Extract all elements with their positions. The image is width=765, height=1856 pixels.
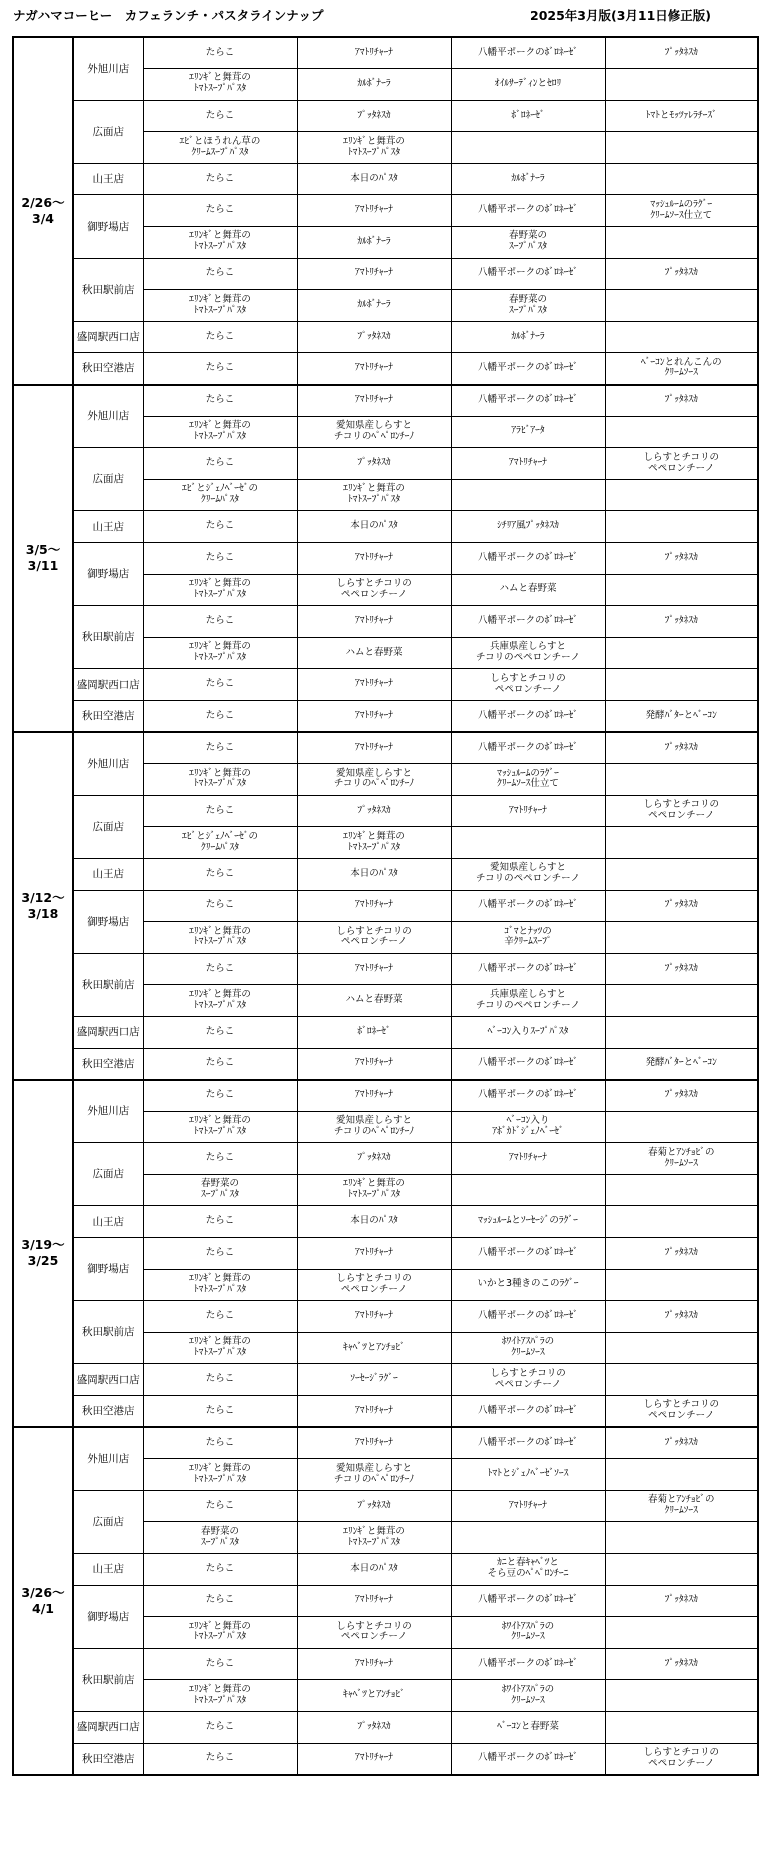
store-name: 御野場店: [73, 890, 143, 953]
table-row: [13, 100, 758, 132]
dish-cell: ハムと春野菜: [451, 574, 605, 606]
dish-cell: ﾌﾟｯﾀﾈｽｶ: [605, 1080, 758, 1112]
dish-cell: [605, 69, 758, 101]
dish-cell: 八幡平ポークのﾎﾞﾛﾈｰｾﾞ: [451, 258, 605, 290]
dish-cell: たらこ: [143, 858, 297, 890]
table-row: [13, 1648, 758, 1680]
dish-cell: 愛知県産しらすと チコリのﾍﾟﾍﾟﾛﾝﾁｰﾉ: [297, 1111, 451, 1143]
store-name: 広面店: [73, 100, 143, 163]
table-row: [13, 1301, 758, 1333]
store-name: 外旭川店: [73, 1427, 143, 1490]
dish-cell: [605, 764, 758, 796]
dish-cell: たらこ: [143, 1080, 297, 1112]
dish-cell: ｶﾙﾎﾞﾅｰﾗ: [297, 227, 451, 259]
dish-cell: 春野菜の ｽｰﾌﾟﾊﾟｽﾀ: [451, 227, 605, 259]
dish-cell: ｴﾘﾝｷﾞと舞茸の ﾄﾏﾄｽｰﾌﾟﾊﾟｽﾀ: [143, 1617, 297, 1649]
dish-cell: ﾎﾜｲﾄｱｽﾊﾟﾗの ｸﾘｰﾑｿｰｽ: [451, 1617, 605, 1649]
dish-cell: しらすとチコリの ペペロンチーノ: [605, 1396, 758, 1428]
dish-cell: ｴﾘﾝｷﾞと舞茸の ﾄﾏﾄｽｰﾌﾟﾊﾟｽﾀ: [143, 637, 297, 669]
dish-cell: ﾌﾟｯﾀﾈｽｶ: [605, 890, 758, 922]
dish-cell: [605, 827, 758, 859]
store-name: 秋田駅前店: [73, 953, 143, 1016]
dish-cell: たらこ: [143, 1427, 297, 1459]
dish-cell: ｱﾏﾄﾘﾁｬｰﾅ: [297, 353, 451, 385]
table-row: [13, 1143, 758, 1175]
dish-cell: 八幡平ポークのﾎﾞﾛﾈｰｾﾞ: [451, 1238, 605, 1270]
dish-cell: ﾍﾞｰｺﾝと春野菜: [451, 1711, 605, 1743]
dish-cell: [605, 511, 758, 543]
dish-cell: 春菊とｱﾝﾁｮﾋﾞの ｸﾘｰﾑｿｰｽ: [605, 1143, 758, 1175]
dish-cell: [605, 858, 758, 890]
dish-cell: たらこ: [143, 1648, 297, 1680]
dish-cell: 本日のﾊﾟｽﾀ: [297, 1206, 451, 1238]
store-name: 広面店: [73, 1490, 143, 1553]
store-name: 秋田空港店: [73, 1396, 143, 1428]
table-row: [13, 1427, 758, 1459]
dish-cell: たらこ: [143, 1554, 297, 1586]
dish-cell: ｴﾋﾞとｼﾞｪﾉﾍﾞｰｾﾞの ｸﾘｰﾑﾊﾟｽﾀ: [143, 827, 297, 859]
dish-cell: ｱﾏﾄﾘﾁｬｰﾅ: [451, 795, 605, 827]
dish-cell: ﾌﾟｯﾀﾈｽｶ: [605, 1585, 758, 1617]
dish-cell: たらこ: [143, 1048, 297, 1080]
dish-cell: ｴﾘﾝｷﾞと舞茸の ﾄﾏﾄｽｰﾌﾟﾊﾟｽﾀ: [143, 1111, 297, 1143]
dish-cell: [605, 1522, 758, 1554]
store-name: 山王店: [73, 511, 143, 543]
dish-cell: [605, 163, 758, 195]
dish-cell: ｴﾘﾝｷﾞと舞茸の ﾄﾏﾄｽｰﾌﾟﾊﾟｽﾀ: [297, 132, 451, 164]
dish-cell: [605, 227, 758, 259]
dish-cell: 八幡平ポークのﾎﾞﾛﾈｰｾﾞ: [451, 543, 605, 575]
dish-cell: [605, 1711, 758, 1743]
dish-cell: たらこ: [143, 669, 297, 701]
dish-cell: [605, 290, 758, 322]
dish-cell: ﾌﾟｯﾀﾈｽｶ: [297, 448, 451, 480]
store-name: 外旭川店: [73, 385, 143, 448]
dish-cell: ｱﾏﾄﾘﾁｬｰﾅ: [297, 1648, 451, 1680]
dish-cell: 本日のﾊﾟｽﾀ: [297, 511, 451, 543]
dish-cell: ｱﾏﾄﾘﾁｬｰﾅ: [297, 732, 451, 764]
table-row: [13, 669, 758, 701]
dish-cell: たらこ: [143, 1585, 297, 1617]
dish-cell: ﾎﾞﾛﾈｰｾﾞ: [451, 100, 605, 132]
store-name: 秋田駅前店: [73, 258, 143, 321]
dish-cell: ｱﾏﾄﾘﾁｬｰﾅ: [297, 1048, 451, 1080]
dish-cell: たらこ: [143, 543, 297, 575]
dish-cell: [451, 132, 605, 164]
dish-cell: 発酵ﾊﾞﾀｰとﾍﾞｰｺﾝ: [605, 1048, 758, 1080]
store-name: 盛岡駅西口店: [73, 669, 143, 701]
store-name: 秋田駅前店: [73, 1648, 143, 1711]
store-name: 外旭川店: [73, 732, 143, 795]
store-name: 山王店: [73, 163, 143, 195]
dish-cell: たらこ: [143, 1143, 297, 1175]
table-row: [13, 321, 758, 353]
dish-cell: ﾍﾞｰｺﾝとれんこんの ｸﾘｰﾑｿｰｽ: [605, 353, 758, 385]
dish-cell: ｷｬﾍﾞﾂとｱﾝﾁｮﾋﾞ: [297, 1680, 451, 1712]
dish-cell: ﾏｯｼｭﾙｰﾑのﾗｸﾞｰ ｸﾘｰﾑｿｰｽ仕立て: [451, 764, 605, 796]
dish-cell: 発酵ﾊﾞﾀｰとﾍﾞｰｺﾝ: [605, 700, 758, 732]
dish-cell: ﾌﾟｯﾀﾈｽｶ: [605, 258, 758, 290]
week-period: 3/19～ 3/25: [13, 1080, 73, 1428]
dish-cell: しらすとチコリの ペペロンチーノ: [605, 448, 758, 480]
dish-cell: [605, 922, 758, 954]
store-name: 山王店: [73, 1554, 143, 1586]
dish-cell: ﾏｯｼｭﾙｰﾑとｿｰｾｰｼﾞのﾗｸﾞｰ: [451, 1206, 605, 1238]
dish-cell: [605, 985, 758, 1017]
dish-cell: ｱﾏﾄﾘﾁｬｰﾅ: [297, 1743, 451, 1775]
dish-cell: ﾌﾟｯﾀﾈｽｶ: [605, 1301, 758, 1333]
dish-cell: [605, 1554, 758, 1586]
dish-cell: たらこ: [143, 1301, 297, 1333]
pasta-lineup-table: [12, 36, 759, 1776]
dish-cell: ハムと春野菜: [297, 985, 451, 1017]
dish-cell: ﾌﾟｯﾀﾈｽｶ: [605, 953, 758, 985]
table-row: [13, 1711, 758, 1743]
table-row: [13, 543, 758, 575]
table-row: [13, 1743, 758, 1775]
dish-cell: ﾌﾟｯﾀﾈｽｶ: [605, 1427, 758, 1459]
store-name: 広面店: [73, 795, 143, 858]
dish-cell: たらこ: [143, 700, 297, 732]
table-row: [13, 890, 758, 922]
store-name: 外旭川店: [73, 37, 143, 100]
store-name: 秋田空港店: [73, 700, 143, 732]
dish-cell: たらこ: [143, 511, 297, 543]
table-row: [13, 858, 758, 890]
dish-cell: 春菊とｱﾝﾁｮﾋﾞの ｸﾘｰﾑｿｰｽ: [605, 1490, 758, 1522]
dish-cell: ｱﾏﾄﾘﾁｬｰﾅ: [297, 543, 451, 575]
table-row: [13, 385, 758, 417]
dish-cell: ｱﾏﾄﾘﾁｬｰﾅ: [297, 195, 451, 227]
dish-cell: しらすとチコリの ペペロンチーノ: [605, 1743, 758, 1775]
dish-cell: 八幡平ポークのﾎﾞﾛﾈｰｾﾞ: [451, 37, 605, 69]
table-row: [13, 448, 758, 480]
dish-cell: ｱﾏﾄﾘﾁｬｰﾅ: [297, 1585, 451, 1617]
dish-cell: 本日のﾊﾟｽﾀ: [297, 163, 451, 195]
dish-cell: ﾎﾞﾛﾈｰｾﾞ: [297, 1016, 451, 1048]
table-row: [13, 1206, 758, 1238]
dish-cell: いかと3種きのこのﾗｸﾞｰ: [451, 1269, 605, 1301]
dish-cell: たらこ: [143, 448, 297, 480]
dish-cell: ｶﾙﾎﾞﾅｰﾗ: [451, 321, 605, 353]
dish-cell: ﾌﾟｯﾀﾈｽｶ: [605, 543, 758, 575]
dish-cell: ﾌﾟｯﾀﾈｽｶ: [297, 1143, 451, 1175]
store-name: 広面店: [73, 448, 143, 511]
dish-cell: 八幡平ポークのﾎﾞﾛﾈｰｾﾞ: [451, 353, 605, 385]
dish-cell: [451, 479, 605, 511]
dish-cell: たらこ: [143, 890, 297, 922]
dish-cell: 八幡平ポークのﾎﾞﾛﾈｰｾﾞ: [451, 1396, 605, 1428]
dish-cell: [605, 1016, 758, 1048]
dish-cell: ｴﾘﾝｷﾞと舞茸の ﾄﾏﾄｽｰﾌﾟﾊﾟｽﾀ: [297, 827, 451, 859]
store-name: 盛岡駅西口店: [73, 1711, 143, 1743]
dish-cell: 八幡平ポークのﾎﾞﾛﾈｰｾﾞ: [451, 732, 605, 764]
dish-cell: しらすとチコリの ペペロンチーノ: [297, 574, 451, 606]
store-name: 盛岡駅西口店: [73, 321, 143, 353]
dish-cell: [605, 1364, 758, 1396]
dish-cell: たらこ: [143, 1743, 297, 1775]
dish-cell: ﾎﾜｲﾄｱｽﾊﾟﾗの ｸﾘｰﾑｿｰｽ: [451, 1332, 605, 1364]
table-row: [13, 511, 758, 543]
table-row: [13, 1080, 758, 1112]
dish-cell: ｼﾁﾘｱ風ﾌﾟｯﾀﾈｽｶ: [451, 511, 605, 543]
table-row: [13, 1585, 758, 1617]
dish-cell: ｱﾏﾄﾘﾁｬｰﾅ: [297, 1080, 451, 1112]
dish-cell: しらすとチコリの ペペロンチーノ: [297, 1269, 451, 1301]
dish-cell: ｵｲﾙｻｰﾃﾞｨﾝとｾﾛﾘ: [451, 69, 605, 101]
dish-cell: ｱﾗﾋﾞｱｰﾀ: [451, 416, 605, 448]
dish-cell: ﾌﾟｯﾀﾈｽｶ: [605, 37, 758, 69]
dish-cell: [605, 479, 758, 511]
dish-cell: たらこ: [143, 1490, 297, 1522]
dish-cell: たらこ: [143, 732, 297, 764]
dish-cell: たらこ: [143, 163, 297, 195]
dish-cell: ｴﾘﾝｷﾞと舞茸の ﾄﾏﾄｽｰﾌﾟﾊﾟｽﾀ: [143, 1459, 297, 1491]
dish-cell: たらこ: [143, 1364, 297, 1396]
dish-cell: ｱﾏﾄﾘﾁｬｰﾅ: [297, 669, 451, 701]
dish-cell: ｱﾏﾄﾘﾁｬｰﾅ: [297, 890, 451, 922]
week-period: 3/12～ 3/18: [13, 732, 73, 1080]
store-name: 御野場店: [73, 543, 143, 606]
dish-cell: ｴﾘﾝｷﾞと舞茸の ﾄﾏﾄｽｰﾌﾟﾊﾟｽﾀ: [297, 1174, 451, 1206]
table-row: [13, 1490, 758, 1522]
dish-cell: ｱﾏﾄﾘﾁｬｰﾅ: [297, 1427, 451, 1459]
dish-cell: 八幡平ポークのﾎﾞﾛﾈｰｾﾞ: [451, 195, 605, 227]
dish-cell: ｱﾏﾄﾘﾁｬｰﾅ: [297, 606, 451, 638]
dish-cell: ｴﾋﾞとｼﾞｪﾉﾍﾞｰｾﾞの ｸﾘｰﾑﾊﾟｽﾀ: [143, 479, 297, 511]
dish-cell: ﾎﾜｲﾄｱｽﾊﾟﾗの ｸﾘｰﾑｿｰｽ: [451, 1680, 605, 1712]
dish-cell: ｴﾘﾝｷﾞと舞茸の ﾄﾏﾄｽｰﾌﾟﾊﾟｽﾀ: [143, 764, 297, 796]
dish-cell: しらすとチコリの ペペロンチーノ: [451, 1364, 605, 1396]
dish-cell: ﾏｯｼｭﾙｰﾑのﾗｸﾞｰ ｸﾘｰﾑｿｰｽ仕立て: [605, 195, 758, 227]
dish-cell: ｶﾙﾎﾞﾅｰﾗ: [451, 163, 605, 195]
dish-cell: ﾍﾞｰｺﾝ入りｽｰﾌﾟﾊﾟｽﾀ: [451, 1016, 605, 1048]
dish-cell: ｴﾘﾝｷﾞと舞茸の ﾄﾏﾄｽｰﾌﾟﾊﾟｽﾀ: [297, 479, 451, 511]
dish-cell: [451, 1174, 605, 1206]
dish-cell: ﾌﾟｯﾀﾈｽｶ: [297, 1711, 451, 1743]
store-name: 御野場店: [73, 1585, 143, 1648]
store-name: 山王店: [73, 858, 143, 890]
dish-cell: 八幡平ポークのﾎﾞﾛﾈｰｾﾞ: [451, 1301, 605, 1333]
week-period: 3/5～ 3/11: [13, 385, 73, 733]
dish-cell: [451, 1522, 605, 1554]
dish-cell: 八幡平ポークのﾎﾞﾛﾈｰｾﾞ: [451, 1585, 605, 1617]
dish-cell: ｴﾘﾝｷﾞと舞茸の ﾄﾏﾄｽｰﾌﾟﾊﾟｽﾀ: [143, 1332, 297, 1364]
dish-cell: しらすとチコリの ペペロンチーノ: [605, 795, 758, 827]
store-name: 秋田空港店: [73, 353, 143, 385]
dish-cell: 本日のﾊﾟｽﾀ: [297, 1554, 451, 1586]
store-name: 秋田駅前店: [73, 1301, 143, 1364]
dish-cell: 春野菜の ｽｰﾌﾟﾊﾟｽﾀ: [143, 1174, 297, 1206]
dish-cell: 八幡平ポークのﾎﾞﾛﾈｰｾﾞ: [451, 1427, 605, 1459]
dish-cell: たらこ: [143, 385, 297, 417]
dish-cell: たらこ: [143, 1396, 297, 1428]
dish-cell: たらこ: [143, 195, 297, 227]
dish-cell: ハムと春野菜: [297, 637, 451, 669]
dish-cell: ｴﾘﾝｷﾞと舞茸の ﾄﾏﾄｽｰﾌﾟﾊﾟｽﾀ: [143, 1269, 297, 1301]
dish-cell: ｱﾏﾄﾘﾁｬｰﾅ: [297, 37, 451, 69]
dish-cell: たらこ: [143, 1238, 297, 1270]
dish-cell: ﾌﾟｯﾀﾈｽｶ: [297, 321, 451, 353]
table-row: [13, 953, 758, 985]
dish-cell: [605, 132, 758, 164]
dish-cell: 愛知県産しらすと チコリのペペロンチーノ: [451, 858, 605, 890]
dish-cell: ﾌﾟｯﾀﾈｽｶ: [297, 795, 451, 827]
store-name: 御野場店: [73, 1238, 143, 1301]
store-name: 秋田空港店: [73, 1048, 143, 1080]
table-row: [13, 1364, 758, 1396]
dish-cell: 兵庫県産しらすと チコリのペペロンチーノ: [451, 637, 605, 669]
dish-cell: ﾌﾟｯﾀﾈｽｶ: [605, 1238, 758, 1270]
dish-cell: ｶﾙﾎﾞﾅｰﾗ: [297, 69, 451, 101]
store-name: 秋田駅前店: [73, 606, 143, 669]
dish-cell: [605, 1174, 758, 1206]
dish-cell: しらすとチコリの ペペロンチーノ: [297, 922, 451, 954]
dish-cell: ｺﾞﾏとﾅｯﾂの 辛ｸﾘｰﾑｽｰﾌﾟ: [451, 922, 605, 954]
table-row: [13, 163, 758, 195]
dish-cell: しらすとチコリの ペペロンチーノ: [451, 669, 605, 701]
dish-cell: ｴﾘﾝｷﾞと舞茸の ﾄﾏﾄｽｰﾌﾟﾊﾟｽﾀ: [143, 227, 297, 259]
store-name: 山王店: [73, 1206, 143, 1238]
dish-cell: ｱﾏﾄﾘﾁｬｰﾅ: [297, 1301, 451, 1333]
dish-cell: ｴﾘﾝｷﾞと舞茸の ﾄﾏﾄｽｰﾌﾟﾊﾟｽﾀ: [143, 290, 297, 322]
dish-cell: [605, 416, 758, 448]
dish-cell: ｴﾘﾝｷﾞと舞茸の ﾄﾏﾄｽｰﾌﾟﾊﾟｽﾀ: [143, 922, 297, 954]
table-row: [13, 1396, 758, 1428]
store-name: 盛岡駅西口店: [73, 1016, 143, 1048]
dish-cell: ｱﾏﾄﾘﾁｬｰﾅ: [297, 700, 451, 732]
document-title: ナガハマコーヒー カフェランチ・パスタラインナップ: [13, 8, 324, 23]
dish-cell: たらこ: [143, 1206, 297, 1238]
table-row: [13, 353, 758, 385]
dish-cell: 愛知県産しらすと チコリのﾍﾟﾍﾟﾛﾝﾁｰﾉ: [297, 416, 451, 448]
store-name: 広面店: [73, 1143, 143, 1206]
table-row: [13, 1016, 758, 1048]
table-row: [13, 258, 758, 290]
table-row: [13, 195, 758, 227]
dish-cell: ﾄﾏﾄとﾓｯﾂｧﾚﾗﾁｰｽﾞ: [605, 100, 758, 132]
dish-cell: ﾌﾟｯﾀﾈｽｶ: [605, 385, 758, 417]
dish-cell: しらすとチコリの ペペロンチーノ: [297, 1617, 451, 1649]
dish-cell: 八幡平ポークのﾎﾞﾛﾈｰｾﾞ: [451, 953, 605, 985]
dish-cell: [605, 1269, 758, 1301]
dish-cell: たらこ: [143, 606, 297, 638]
dish-cell: たらこ: [143, 353, 297, 385]
dish-cell: [605, 1459, 758, 1491]
dish-cell: [605, 669, 758, 701]
dish-cell: 八幡平ポークのﾎﾞﾛﾈｰｾﾞ: [451, 890, 605, 922]
table-row: [13, 1554, 758, 1586]
dish-cell: [605, 1617, 758, 1649]
edition-label: 2025年3月版(3月11日修正版): [530, 8, 712, 23]
dish-cell: ｴﾘﾝｷﾞと舞茸の ﾄﾏﾄｽｰﾌﾟﾊﾟｽﾀ: [143, 69, 297, 101]
dish-cell: たらこ: [143, 258, 297, 290]
store-name: 盛岡駅西口店: [73, 1364, 143, 1396]
dish-cell: [451, 827, 605, 859]
week-period: 3/26～ 4/1: [13, 1427, 73, 1775]
dish-cell: 八幡平ポークのﾎﾞﾛﾈｰｾﾞ: [451, 1080, 605, 1112]
dish-cell: たらこ: [143, 37, 297, 69]
table-row: [13, 1048, 758, 1080]
table-row: [13, 606, 758, 638]
dish-cell: [605, 574, 758, 606]
dish-cell: ﾌﾟｯﾀﾈｽｶ: [605, 732, 758, 764]
dish-cell: ｴﾘﾝｷﾞと舞茸の ﾄﾏﾄｽｰﾌﾟﾊﾟｽﾀ: [143, 574, 297, 606]
dish-cell: ｱﾏﾄﾘﾁｬｰﾅ: [297, 1238, 451, 1270]
dish-cell: ﾍﾞｰｺﾝ入り ｱﾎﾞｶﾄﾞｼﾞｪﾉﾍﾞｰｾﾞ: [451, 1111, 605, 1143]
store-name: 外旭川店: [73, 1080, 143, 1143]
dish-cell: [605, 1332, 758, 1364]
dish-cell: [605, 321, 758, 353]
dish-cell: 八幡平ポークのﾎﾞﾛﾈｰｾﾞ: [451, 1048, 605, 1080]
dish-cell: たらこ: [143, 953, 297, 985]
dish-cell: ｶﾆと春ｷｬﾍﾞﾂと そら豆のﾍﾟﾍﾟﾛﾝﾁｰﾆ: [451, 1554, 605, 1586]
week-period: 2/26～ 3/4: [13, 37, 73, 385]
dish-cell: [605, 1680, 758, 1712]
dish-cell: たらこ: [143, 795, 297, 827]
dish-cell: ｴﾘﾝｷﾞと舞茸の ﾄﾏﾄｽｰﾌﾟﾊﾟｽﾀ: [143, 1680, 297, 1712]
dish-cell: ﾌﾟｯﾀﾈｽｶ: [605, 606, 758, 638]
dish-cell: ｴﾘﾝｷﾞと舞茸の ﾄﾏﾄｽｰﾌﾟﾊﾟｽﾀ: [297, 1522, 451, 1554]
dish-cell: 愛知県産しらすと チコリのﾍﾟﾍﾟﾛﾝﾁｰﾉ: [297, 764, 451, 796]
table-row: [13, 1238, 758, 1270]
dish-cell: 八幡平ポークのﾎﾞﾛﾈｰｾﾞ: [451, 700, 605, 732]
dish-cell: ｱﾏﾄﾘﾁｬｰﾅ: [451, 1490, 605, 1522]
dish-cell: 春野菜の ｽｰﾌﾟﾊﾟｽﾀ: [451, 290, 605, 322]
dish-cell: ﾌﾟｯﾀﾈｽｶ: [297, 100, 451, 132]
dish-cell: ｴﾘﾝｷﾞと舞茸の ﾄﾏﾄｽｰﾌﾟﾊﾟｽﾀ: [143, 985, 297, 1017]
dish-cell: 本日のﾊﾟｽﾀ: [297, 858, 451, 890]
dish-cell: 八幡平ポークのﾎﾞﾛﾈｰｾﾞ: [451, 1648, 605, 1680]
table-row: [13, 700, 758, 732]
dish-cell: ｱﾏﾄﾘﾁｬｰﾅ: [297, 1396, 451, 1428]
dish-cell: ｱﾏﾄﾘﾁｬｰﾅ: [297, 953, 451, 985]
dish-cell: 八幡平ポークのﾎﾞﾛﾈｰｾﾞ: [451, 606, 605, 638]
dish-cell: ｴﾘﾝｷﾞと舞茸の ﾄﾏﾄｽｰﾌﾟﾊﾟｽﾀ: [143, 416, 297, 448]
dish-cell: たらこ: [143, 1016, 297, 1048]
store-name: 秋田空港店: [73, 1743, 143, 1775]
dish-cell: たらこ: [143, 321, 297, 353]
dish-cell: ｿｰｾｰｼﾞﾗｸﾞｰ: [297, 1364, 451, 1396]
table-row: [13, 795, 758, 827]
dish-cell: [605, 1206, 758, 1238]
dish-cell: ｴﾋﾞとほうれん草の ｸﾘｰﾑｽｰﾌﾟﾊﾟｽﾀ: [143, 132, 297, 164]
dish-cell: 八幡平ポークのﾎﾞﾛﾈｰｾﾞ: [451, 1743, 605, 1775]
dish-cell: ｱﾏﾄﾘﾁｬｰﾅ: [451, 448, 605, 480]
dish-cell: [605, 1111, 758, 1143]
table-row: [13, 37, 758, 69]
dish-cell: ﾌﾟｯﾀﾈｽｶ: [297, 1490, 451, 1522]
dish-cell: 兵庫県産しらすと チコリのペペロンチーノ: [451, 985, 605, 1017]
dish-cell: [605, 637, 758, 669]
store-name: 御野場店: [73, 195, 143, 258]
dish-cell: ｱﾏﾄﾘﾁｬｰﾅ: [451, 1143, 605, 1175]
dish-cell: ﾌﾟｯﾀﾈｽｶ: [605, 1648, 758, 1680]
dish-cell: ｶﾙﾎﾞﾅｰﾗ: [297, 290, 451, 322]
dish-cell: たらこ: [143, 100, 297, 132]
dish-cell: 春野菜の ｽｰﾌﾟﾊﾟｽﾀ: [143, 1522, 297, 1554]
table-row: [13, 732, 758, 764]
dish-cell: ｷｬﾍﾞﾂとｱﾝﾁｮﾋﾞ: [297, 1332, 451, 1364]
dish-cell: たらこ: [143, 1711, 297, 1743]
dish-cell: ﾄﾏﾄとｼﾞｪﾉﾍﾞｰｾﾞｿｰｽ: [451, 1459, 605, 1491]
dish-cell: ｱﾏﾄﾘﾁｬｰﾅ: [297, 258, 451, 290]
dish-cell: ｱﾏﾄﾘﾁｬｰﾅ: [297, 385, 451, 417]
dish-cell: 愛知県産しらすと チコリのﾍﾟﾍﾟﾛﾝﾁｰﾉ: [297, 1459, 451, 1491]
dish-cell: 八幡平ポークのﾎﾞﾛﾈｰｾﾞ: [451, 385, 605, 417]
